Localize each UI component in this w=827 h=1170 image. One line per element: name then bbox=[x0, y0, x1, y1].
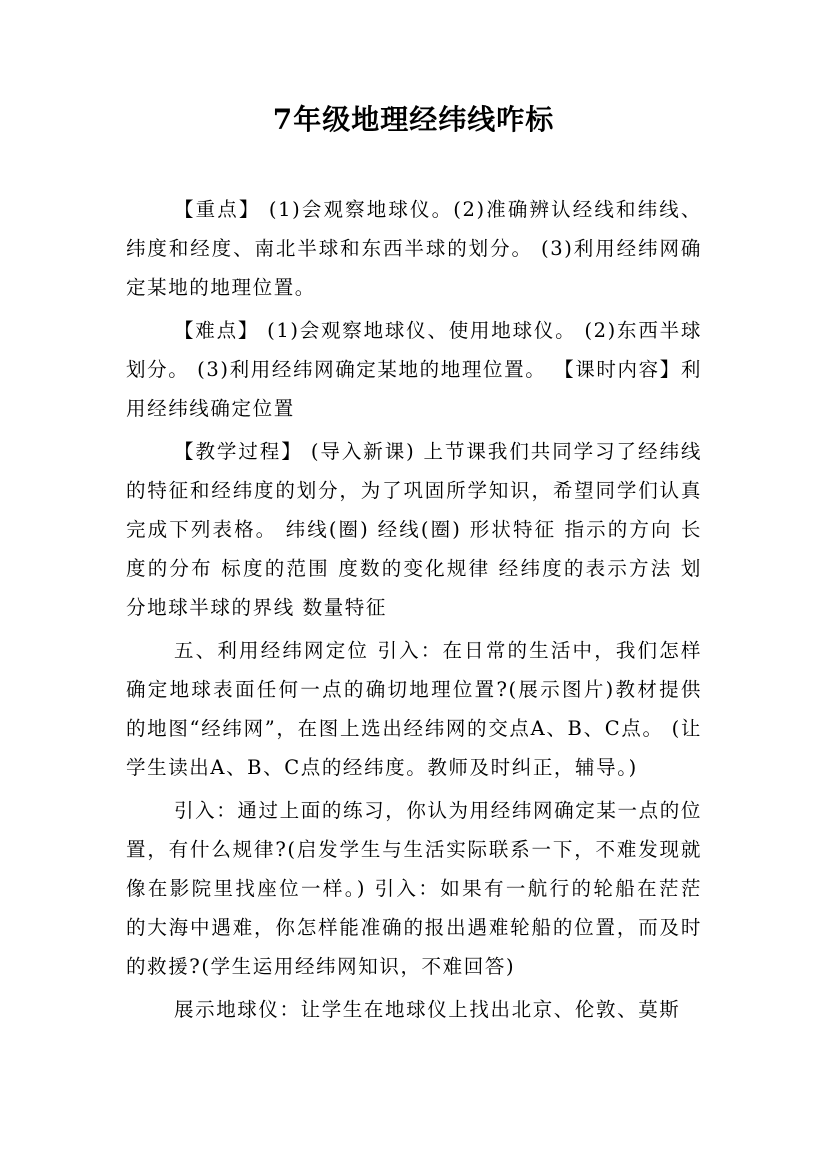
document-body bbox=[126, 190, 702, 1033]
document-title: 7年级地理经纬线咋标 bbox=[272, 103, 555, 136]
paragraph-grid-positioning: 五、利用经纬网定位 引入：在日常的生活中，我们怎样确定地球表面任何一点的确切地理位置?(展示图片)教材提供的地图“经纬网”，在图上选出经纬网的交点A、B、C点。 (让学生读出A、B、C点的经纬度。教师及时纠正，辅导。) bbox=[126, 639, 702, 779]
paragraph-key-points: 【重点】 (1)会观察地球仪。(2)准确辨认经线和纬线、纬度和经度、南北半球和东西半球的划分。 (3)利用经纬网确定某地的地理位置。 bbox=[126, 198, 702, 299]
paragraph-difficulties: 【难点】 (1)会观察地球仪、使用地球仪。 (2)东西半球划分。 (3)利用经纬网确定某地的地理位置。 【课时内容】利用经纬线确定位置 bbox=[126, 319, 702, 420]
paragraph-teaching-process: 【教学过程】 (导入新课) 上节课我们共同学习了经纬线的特征和经纬度的划分，为了巩固所学知识，希望同学们认真完成下列表格。 纬线(圈) 经线(圈) 形状特征 指示的方向 长度的分布 标度的范围 度数的变化规律 经纬度的表示方法 划分地球半球的界线 数量特征 bbox=[126, 440, 702, 619]
paragraph-introduction: 引入：通过上面的练习，你认为用经纬网确定某一点的位置，有什么规律?(启发学生与生活实际联系一下，不难发现就像在影院里找座位一样。) 引入：如果有一航行的轮船在茫茫的大海中遇难，你怎样能准确的报出遇难轮船的位置，而及时的救援?(学生运用经纬网知识，不难回答) bbox=[126, 799, 702, 978]
paragraph-globe-demo: 展示地球仪：让学生在地球仪上找出北京、伦敦、莫斯 bbox=[174, 998, 681, 1021]
